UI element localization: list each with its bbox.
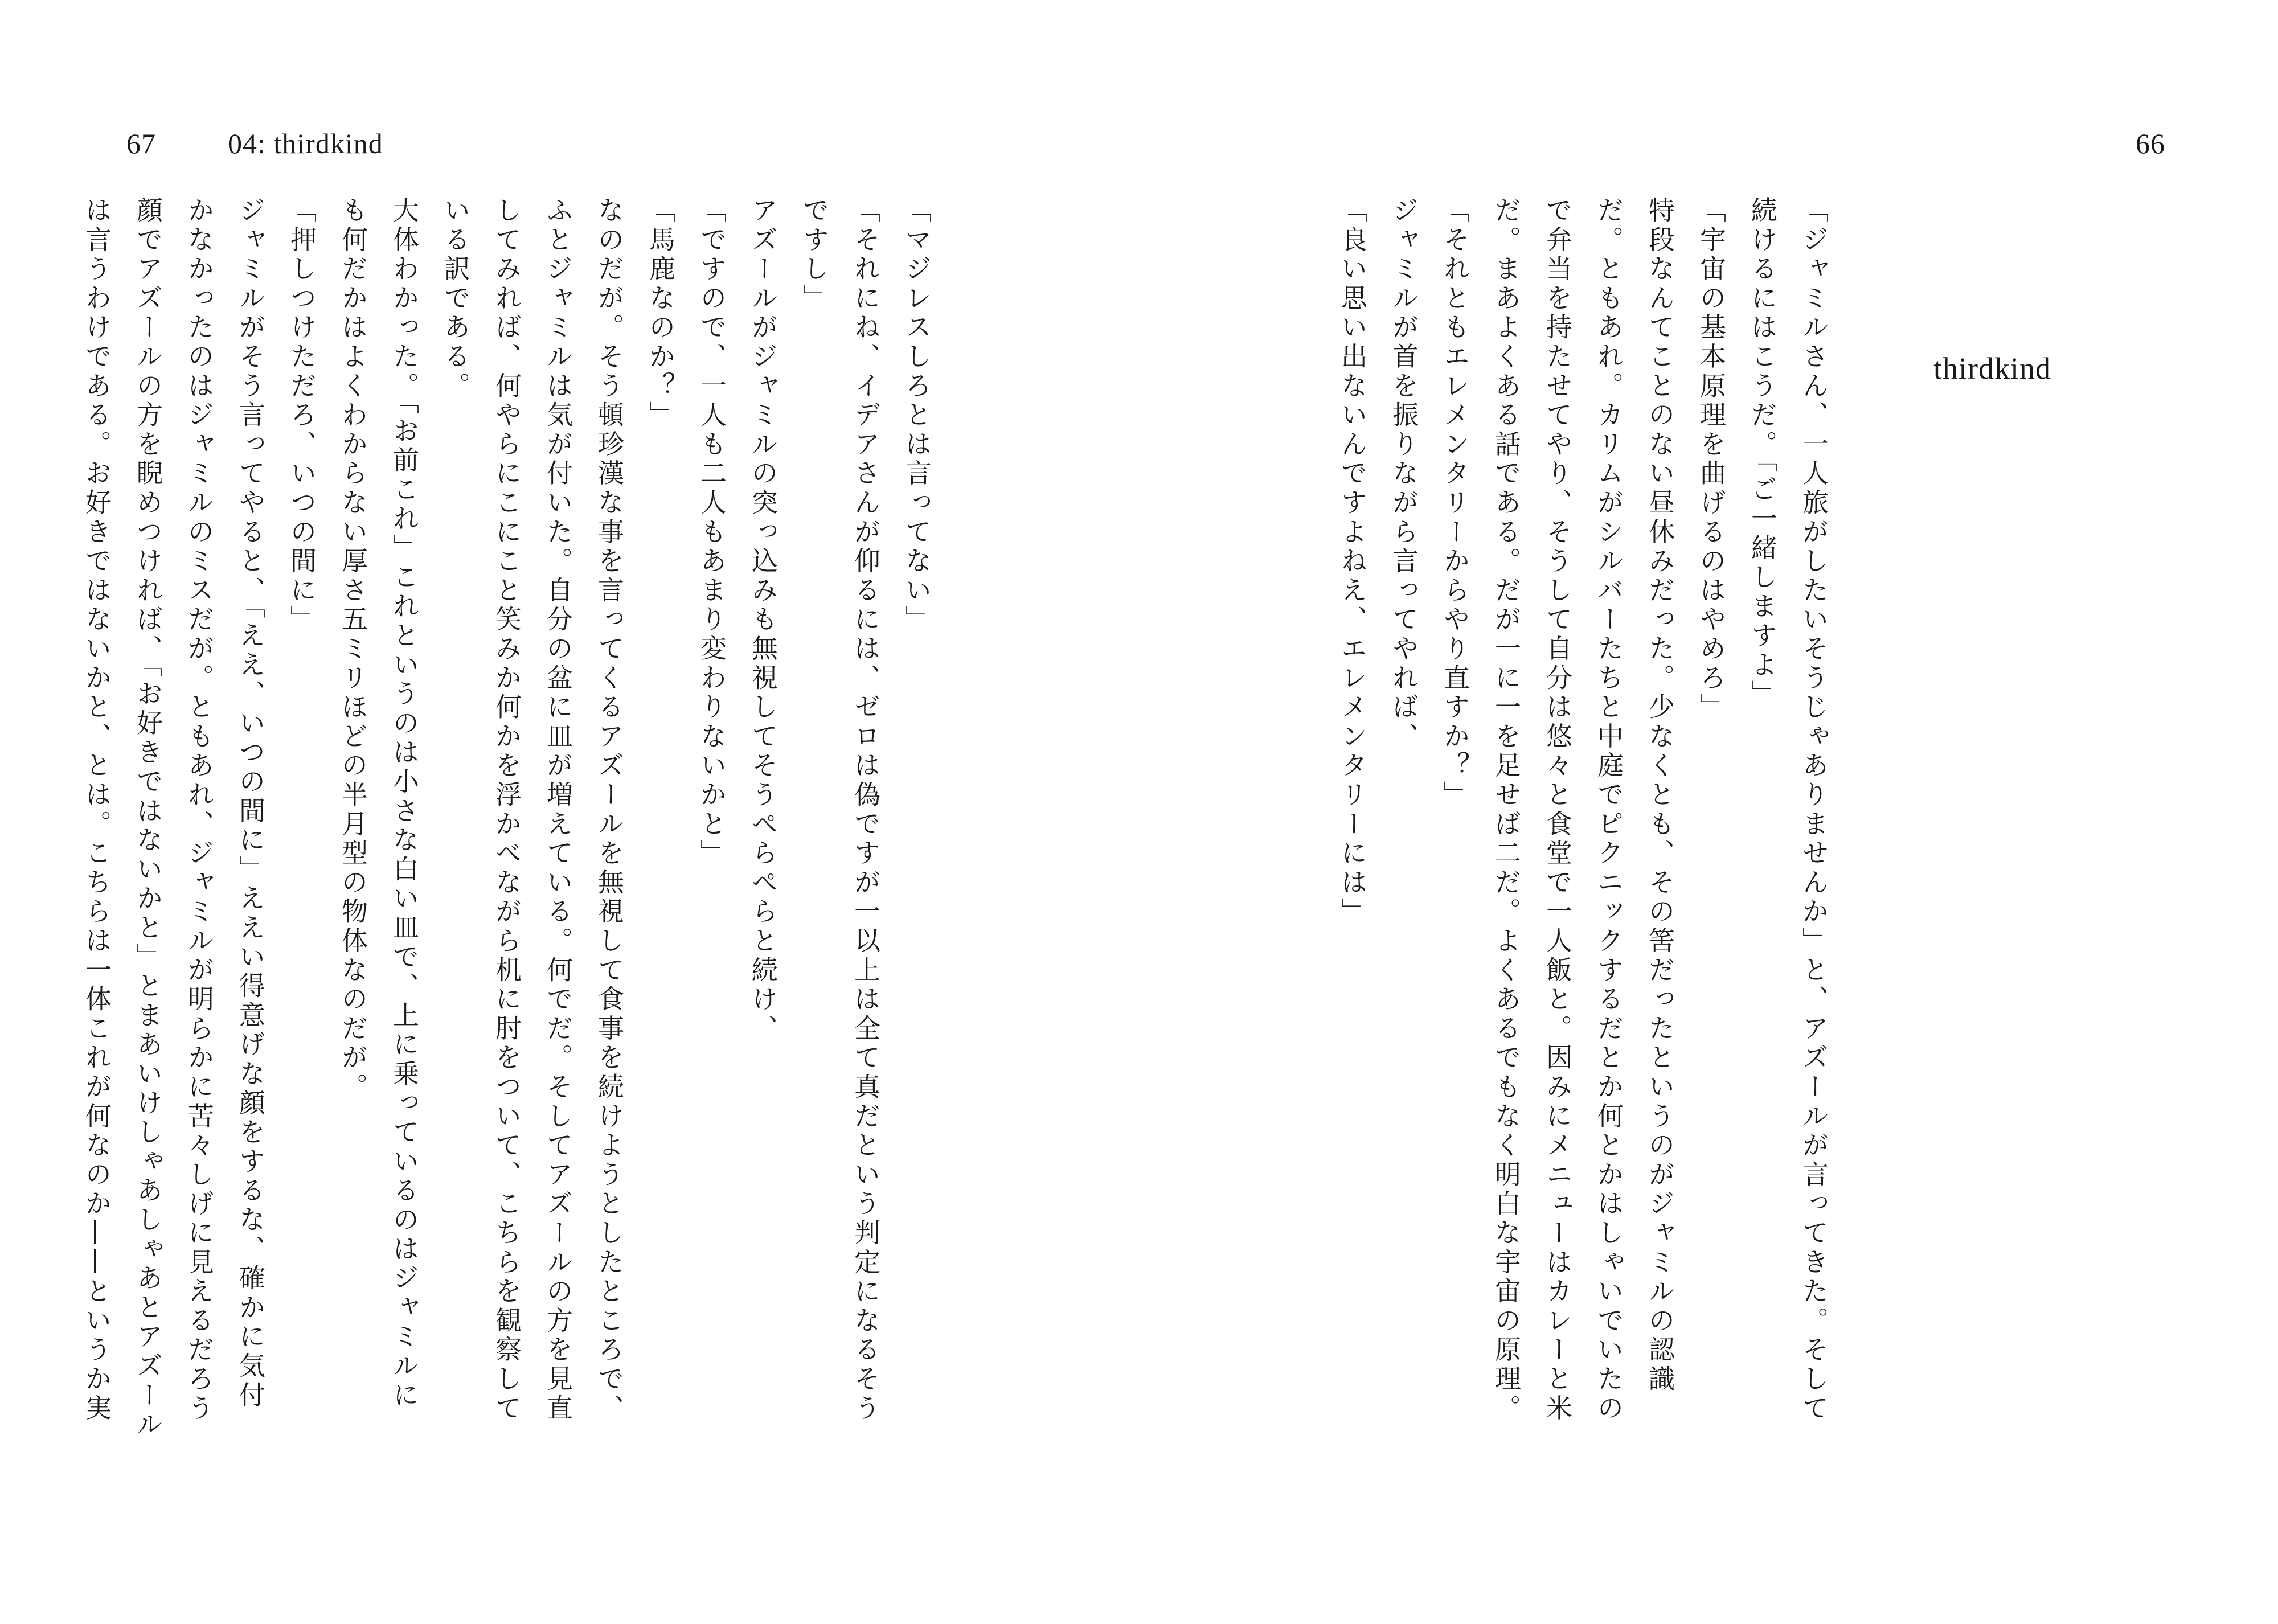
- text-line: 「マジレスしろとは言ってない」: [902, 196, 932, 635]
- text-line: なのだが。そう頓珍漢な事を言ってくるアズールを無視して食事を続けようとしたところで、: [594, 196, 625, 1424]
- text-line: 顔でアズールの方を睨めつければ、「お好きではないかと」とまあいけしゃあしゃあとアズール: [133, 196, 163, 1440]
- chapter-title: thirdkind: [1933, 351, 2051, 386]
- left-page-number: 67: [126, 128, 156, 159]
- text-line: いる訳である。: [440, 196, 471, 401]
- text-line: してみれば、何やらにこにこと笑みか何かを浮かべながら机に肘をついて、こちらを観察して: [491, 196, 522, 1424]
- text-line: は言うわけである。お好きではないかと、とは。こちらは一体これが何なのか——というか実: [81, 196, 112, 1424]
- text-line: 「馬鹿なのか？」: [645, 196, 676, 430]
- text-line: 続けるにはこうだ。「ご一緒しますよ」: [1747, 196, 1778, 710]
- text-line: だ。ともあれ。カリムがシルバーたちと中庭でピクニックするだとか何とかはしゃいでいたの: [1593, 196, 1624, 1424]
- text-line: だ。まあよくある話である。だが一に一を足せば二だ。よくあるでもなく明白な宇宙の原理。: [1491, 196, 1522, 1424]
- text-line: アズールがジャミルの突っ込みも無視してそうぺらぺらと続け、: [748, 196, 779, 1044]
- text-line: かなかったのはジャミルのミスだが。ともあれ、ジャミルが明らかに苦々しげに見えるだろう: [184, 196, 215, 1424]
- text-line: も何だかはよくわからない厚さ五ミリほどの半月型の物体なのだが。: [338, 196, 368, 1102]
- left-page-body: [81, 196, 943, 1523]
- text-line: 「宇宙の基本原理を曲げるのはやめろ」: [1696, 196, 1727, 723]
- running-head: 04: thirdkind: [228, 128, 383, 159]
- text-line: 「それともエレメンタリーからやり直すか？」: [1440, 196, 1470, 810]
- right-page-number: 66: [2136, 128, 2165, 159]
- text-line: で弁当を持たせてやり、そうして自分は悠々と食堂で一人飯と。因みにメニューはカレーと米: [1542, 196, 1573, 1424]
- text-line: 「それにね、イデアさんが仰るには、ゼロは偽ですが一以上は全て真だという判定になるそう: [850, 196, 881, 1424]
- text-line: 特段なんてことのない昼休みだった。少なくとも、その筈だったというのがジャミルの認識: [1645, 196, 1675, 1395]
- text-line: ふとジャミルは気が付いた。自分の盆に皿が増えている。何でだ。そしてアズールの方を見直: [543, 196, 573, 1424]
- text-line: ジャミルがそう言ってやると、「ええ、いつの間に」ええい得意げな顔をするな、確かに気付: [235, 196, 266, 1410]
- text-line: ですし」: [799, 196, 830, 314]
- text-line: 「良い思い出ないんですよねえ、エレメンタリーには」: [1337, 196, 1368, 927]
- text-line: 大体わかった。「お前これ」これというのは小さな白い皿で、上に乗っているのはジャミルに: [389, 196, 420, 1410]
- right-page-body: [1327, 196, 1839, 1523]
- text-line: ジャミルが首を振りながら言ってやれば、: [1388, 196, 1419, 752]
- text-line: 「ジャミルさん、一人旅がしたいそうじゃありませんか」と、アズールが言ってきた。そして: [1798, 196, 1829, 1424]
- text-line: 「ですので、一人も二人もあまり変わりないかと」: [696, 196, 727, 868]
- text-line: 「押しつけただろ、いつの間に」: [286, 196, 317, 635]
